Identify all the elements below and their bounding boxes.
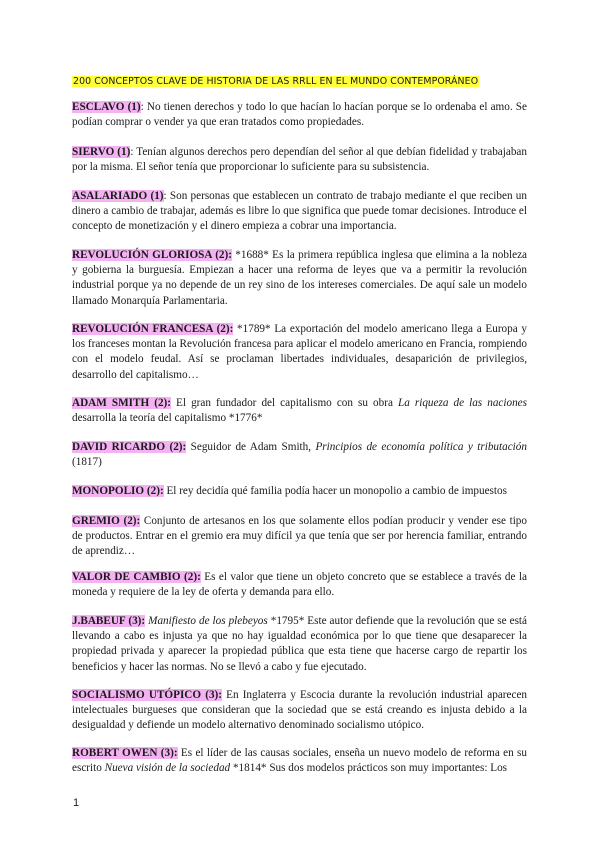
entry-term: ADAM SMITH (2): — [72, 397, 171, 409]
entry-text: *1795* Este autor defiende que la revolución que se está llevando a cabo es injusta ya que no hay igualdad económica por lo que tiene que desaparecer la propiedad privada y aparecer la propiedad pública que esta tiene que hacerse cargo de repartir los beneficios y hacer las normas. No se llevó a cabo y fue ejecutado. — [72, 615, 527, 673]
entry-text: : No tienen derechos y todo lo que hacían lo hacían porque se lo ordenaba el amo. Se podían comprar o vender ya que eran tratados como propiedades. — [72, 101, 527, 129]
entry-text: El gran fundador del capitalismo con su obra — [171, 397, 398, 409]
entry-term: SIERVO (1) — [72, 146, 131, 158]
entry-text: : Son personas que establecen un contrato de trabajo mediante el que reciben un dinero a cambio de trabajar, además es libre lo que significa que puede tomar decisiones. Introduce el concepto de monetización y el dinero empieza a cobrar una importancia. — [72, 190, 527, 233]
entry-term: J.BABEUF (3): — [72, 615, 146, 627]
entry-term: ASALARIADO (1) — [72, 190, 164, 202]
page-number: 1 — [73, 797, 80, 809]
entry-term: REVOLUCIÓN GLORIOSA (2): — [72, 249, 232, 261]
entry-text: Conjunto de artesanos en los que solamente ellos podían producir y vender ese tipo de productos. Entrar en el gremio era muy difícil ya que tenía que ser por herencia familiar, entrando de aprendiz… — [72, 515, 527, 558]
entry-monopolio — [72, 484, 527, 499]
entry-babeuf — [72, 614, 527, 675]
entry-term: DAVID RICARDO (2): — [72, 441, 187, 453]
entry-term: ESCLAVO (1) — [72, 101, 141, 113]
entry-term: VALOR DE CAMBIO (2): — [72, 571, 201, 583]
entry-work-title: La riqueza de las naciones — [397, 397, 527, 409]
entry-text: En Inglaterra y Escocia durante la revolución industrial aparecen intelectuales burgueses que consideran que la sociedad que se está creando es injusta debido a la desigualdad y defiende un modelo alternativo denominado socialismo utópico. — [72, 689, 527, 732]
entry-valor-de-cambio — [72, 570, 527, 600]
entry-robert-owen — [72, 746, 527, 776]
entry-text: *1688* Es la primera república inglesa que elimina a la nobleza y gobierna la burguesía. Empiezan a hacer una reforma de leyes que va a permitir la revolución industrial porque ya no depende de un rey sino de los intereses comerciales. De aquí sale un modelo llamado Monarquía Parlamentaria. — [72, 249, 528, 307]
entry-david-ricardo — [72, 440, 527, 470]
entry-work-title: Manifiesto de los plebeyos — [148, 615, 268, 627]
entry-esclavo — [72, 100, 527, 130]
document-title — [72, 76, 479, 88]
entry-text: Seguidor de Adam Smith, — [186, 441, 316, 453]
entry-asalariado — [72, 189, 527, 235]
document-title-text: 200 CONCEPTOS CLAVE DE HISTORIA DE LAS RRLL EN EL MUNDO CONTEMPORÁNEO — [73, 76, 479, 87]
entry-term: GREMIO (2): — [72, 515, 141, 527]
entry-text: desarrolla la teoría del capitalismo *1776* — [72, 412, 263, 425]
entry-siervo — [72, 145, 527, 175]
entry-term: MONOPOLIO (2): — [72, 485, 164, 497]
entry-term: ROBERT OWEN (3): — [72, 747, 178, 759]
entry-text: Es el líder de las causas sociales, enseña un nuevo modelo de reforma en su escrito — [72, 747, 527, 775]
entry-text: *1789* La exportación del modelo americano llega a Europa y los franceses montan la Revolución francesa para aplicar el modelo americano en Francia, rompiendo con el modelo feudal. Así se proclaman libertades individuales, desaparición de privilegios, desarrollo del capitalismo… — [72, 323, 528, 381]
entry-text: (1817) — [72, 456, 102, 469]
entry-text: *1814* Sus dos modelos prácticos son muy importantes: Los — [230, 762, 508, 775]
entry-text: : Tenían algunos derechos pero dependían del señor al que debían fidelidad y trabajaban por la misma. El señor tenía que proporcionar lo suficiente para su subsistencia. — [72, 146, 527, 174]
entry-text: El rey decidía qué familia podía hacer un monopolio a cambio de impuestos — [163, 485, 507, 497]
entry-term: SOCIALISMO UTÓPICO (3): — [72, 689, 222, 701]
entry-work-title: Principios de economía política y tributación — [315, 441, 527, 453]
entry-term: REVOLUCIÓN FRANCESA (2): — [72, 323, 234, 335]
entry-work-title: Nueva visión de la sociedad — [104, 762, 231, 775]
entry-gremio — [72, 514, 527, 560]
entry-revolucion-gloriosa — [72, 248, 527, 309]
entry-adam-smith — [72, 396, 527, 426]
entry-text: Es el valor que tiene un objeto concreto que se establece a través de la moneda y requiere de la ley de oferta y demanda para ello. — [72, 571, 527, 599]
entry-socialismo-utopico — [72, 688, 527, 734]
entry-revolucion-francesa — [72, 322, 527, 383]
